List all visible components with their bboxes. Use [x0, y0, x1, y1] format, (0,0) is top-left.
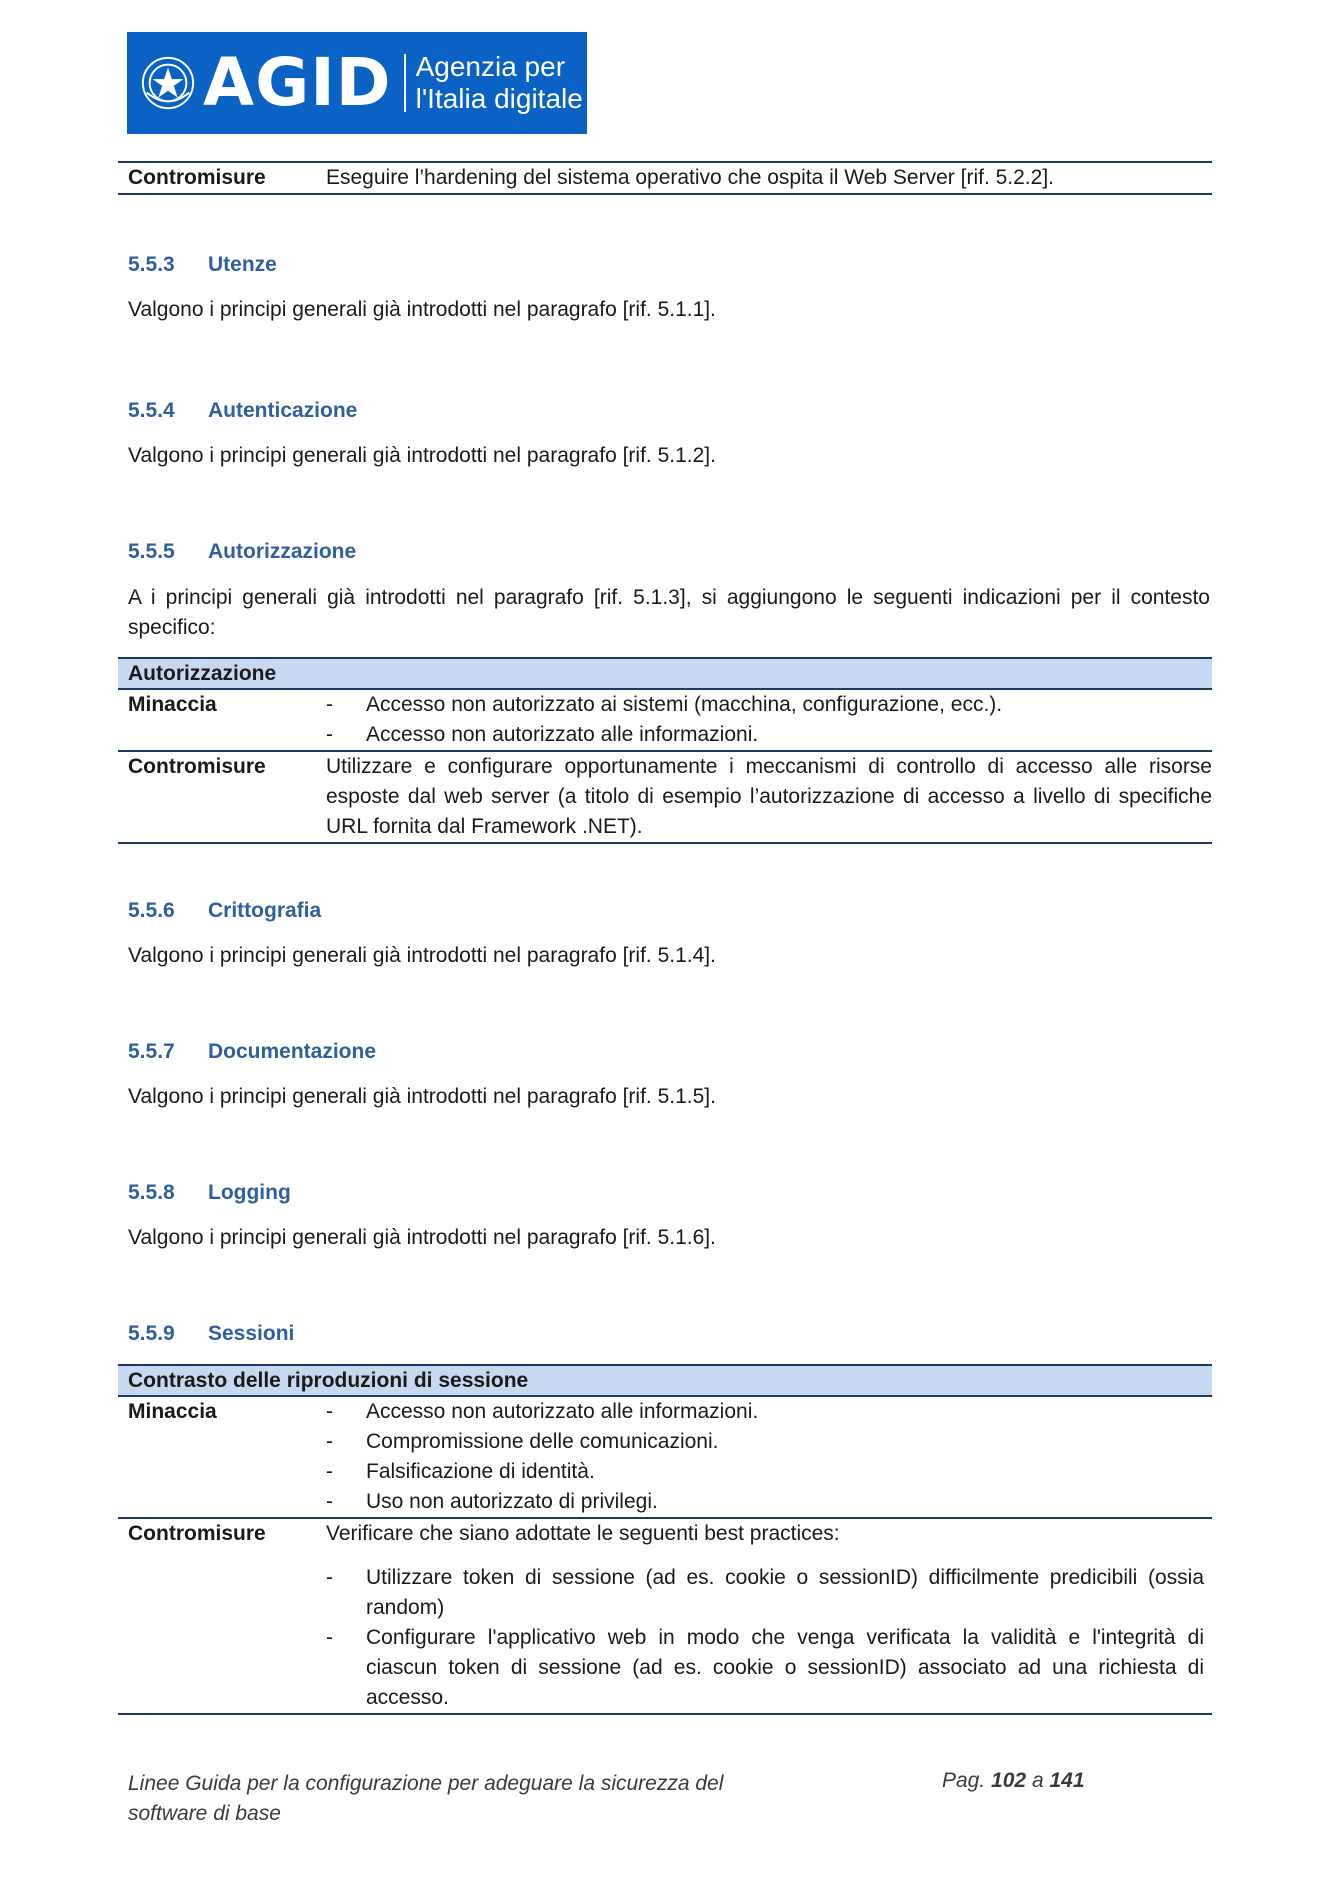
- section-number: 5.5.5: [128, 540, 175, 563]
- logo-line-1: Agenzia per: [415, 51, 566, 82]
- list-item: - Accesso non autorizzato alle informazioni.: [326, 720, 1212, 750]
- threat-label: Minaccia: [128, 1400, 217, 1423]
- section-heading-5-5-5: [128, 540, 356, 564]
- section-number: 5.5.8: [128, 1181, 175, 1204]
- footer-title-line-1: Linee Guida per la configurazione per adeguare la sicurezza del: [128, 1772, 724, 1795]
- section-heading-5-5-4: [128, 399, 357, 423]
- table-header: Contrasto delle riproduzioni di sessione: [118, 1365, 1212, 1396]
- section-body-5-5-4: Valgono i principi generali già introdotti nel paragrafo [rif. 5.1.2].: [128, 444, 716, 467]
- threat-label: Minaccia: [128, 693, 217, 716]
- section-heading-5-5-3: [128, 253, 277, 277]
- section-heading-5-5-6: [128, 899, 321, 923]
- section-number: 5.5.6: [128, 899, 175, 922]
- section-title: Crittografia: [208, 899, 322, 922]
- list-item: - Utilizzare token di sessione (ad es. cookie o sessionID) difficilmente predicibili (ossia random): [326, 1563, 1212, 1623]
- page-separator: a: [1031, 1769, 1044, 1792]
- authorization-table: [118, 657, 1212, 844]
- section-number: 5.5.4: [128, 399, 175, 422]
- italian-emblem-icon: [139, 54, 197, 112]
- section-body-5-5-7: Valgono i principi generali già introdotti nel paragrafo [rif. 5.1.5].: [128, 1085, 716, 1108]
- section-title: Autorizzazione: [208, 540, 357, 563]
- section-title: Utenze: [208, 253, 277, 276]
- footer-document-title: [128, 1769, 828, 1829]
- page-prefix: Pag.: [942, 1769, 986, 1792]
- section-title: Sessioni: [208, 1322, 295, 1345]
- list-item: - Accesso non autorizzato ai sistemi (macchina, configurazione, ecc.).: [326, 690, 1212, 720]
- section-title: Documentazione: [208, 1040, 377, 1063]
- list-item: - Accesso non autorizzato alle informazioni.: [326, 1397, 1212, 1427]
- hardening-table: [118, 161, 1212, 195]
- section-heading-5-5-8: [128, 1181, 291, 1205]
- footer-title-line-2: software di base: [128, 1802, 281, 1825]
- list-item: - Uso non autorizzato di privilegi.: [326, 1487, 1212, 1517]
- agid-logo: [127, 32, 587, 134]
- session-table: [118, 1364, 1212, 1715]
- section-body-5-5-6: Valgono i principi generali già introdotti nel paragrafo [rif. 5.1.4].: [128, 944, 716, 967]
- section-number: 5.5.3: [128, 253, 175, 276]
- countermeasure-text: Utilizzare e configurare opportunamente i meccanismi di controllo di accesso alle risorse esposte dal web server (a titolo di esempio l’autorizzazione di accesso a livello di specifiche URL fornita dal Framework .NET).: [326, 751, 1212, 843]
- countermeasure-label: Contromisure: [118, 1518, 326, 1714]
- section-number: 5.5.9: [128, 1322, 175, 1345]
- section-body-5-5-3: Valgono i principi generali già introdotti nel paragrafo [rif. 5.1.1].: [128, 298, 716, 321]
- threat-list: [326, 1397, 1212, 1517]
- section-title: Autenticazione: [208, 399, 358, 422]
- section-title: Logging: [208, 1181, 291, 1204]
- countermeasure-label: Contromisure: [118, 751, 326, 843]
- list-item: - Falsificazione di identità.: [326, 1457, 1212, 1487]
- list-item: - Compromissione delle comunicazioni.: [326, 1427, 1212, 1457]
- countermeasure-label: Contromisure: [118, 162, 326, 194]
- logo-subtitle: [416, 51, 583, 115]
- page-current: 102: [991, 1769, 1027, 1792]
- section-body-5-5-8: Valgono i principi generali già introdotti nel paragrafo [rif. 5.1.6].: [128, 1226, 716, 1249]
- page-total: 141: [1049, 1769, 1085, 1792]
- countermeasure-text: Eseguire l’hardening del sistema operativo che ospita il Web Server [rif. 5.2.2].: [326, 162, 1212, 194]
- section-heading-5-5-7: [128, 1040, 376, 1064]
- threat-list: [326, 690, 1212, 750]
- logo-divider: [404, 54, 406, 112]
- logo-wordmark: AGID: [203, 44, 392, 121]
- best-practice-list: [326, 1563, 1212, 1713]
- list-item: - Configurare l'applicativo web in modo che venga verificata la validità e l'integrità di ciascun token di sessione (ad es. cookie o sessionID) associato ad una richiesta di accesso.: [326, 1623, 1212, 1713]
- logo-line-2: l'Italia digitale: [415, 83, 583, 114]
- section-number: 5.5.7: [128, 1040, 175, 1063]
- page-number: [942, 1769, 1085, 1793]
- section-heading-5-5-9: [128, 1322, 294, 1346]
- table-header: Autorizzazione: [118, 658, 1212, 689]
- countermeasure-intro: Verificare che siano adottate le seguenti best practices:: [326, 1522, 840, 1545]
- section-body-5-5-5: A i principi generali già introdotti nel paragrafo [rif. 5.1.3], si aggiungono le seguenti indicazioni per il contesto specifico:: [128, 586, 1210, 639]
